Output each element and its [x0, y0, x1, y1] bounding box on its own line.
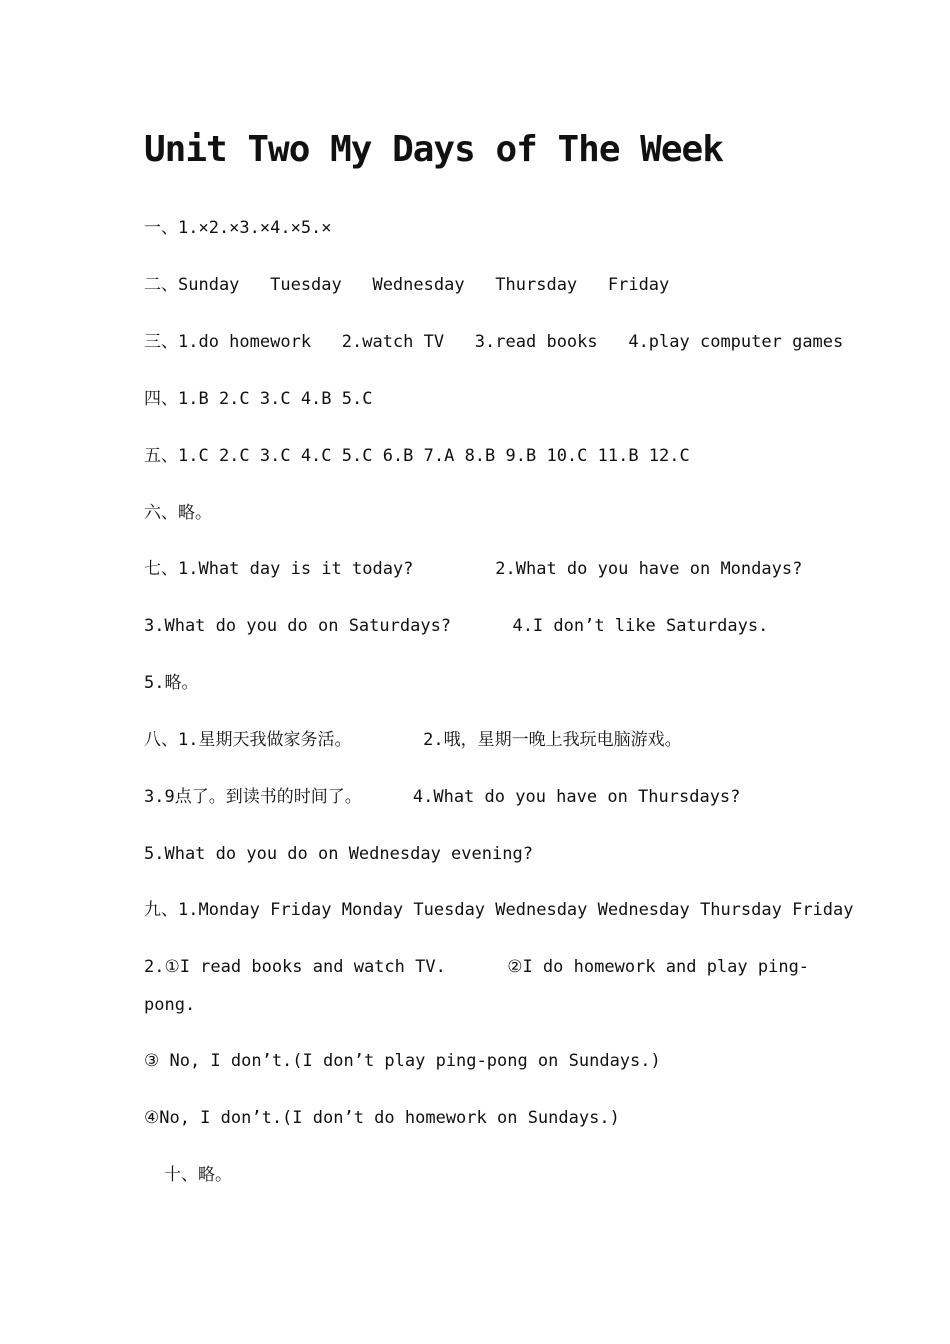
answer-section-7-line-1: 七、1.What day is it today? 2.What do you have on Mondays?: [144, 559, 803, 579]
document-page: [144, 0, 854, 1344]
answer-section-9-line-1: 九、1.Monday Friday Monday Tuesday Wednesday Wednesday Thursday Friday: [144, 900, 854, 920]
answer-section-5: 五、1.C 2.C 3.C 4.C 5.C 6.B 7.A 8.B 9.B 10.C 11.B 12.C: [144, 446, 690, 466]
document-title: Unit Two My Days of The Week: [144, 129, 723, 170]
answer-section-3: 三、1.do homework 2.watch TV 3.read books 4.play computer games: [144, 332, 844, 352]
answer-section-7-line-3: 5.略。: [144, 673, 199, 693]
answer-section-9-line-5: ④No, I don’t.(I don’t do homework on Sundays.): [144, 1108, 620, 1128]
answer-section-8-line-2: 3.9点了。到读书的时间了。 4.What do you have on Thursdays?: [144, 787, 741, 807]
answer-section-8-line-3: 5.What do you do on Wednesday evening?: [144, 844, 533, 864]
answer-section-6: 六、略。: [144, 503, 212, 523]
answer-section-9-line-3: pong.: [144, 995, 196, 1015]
answer-section-9-line-4: ③ No, I don’t.(I don’t play ping-pong on Sundays.): [144, 1051, 661, 1071]
answer-section-4: 四、1.B 2.C 3.C 4.B 5.C: [144, 389, 373, 409]
answer-section-8-line-1: 八、1.星期天我做家务活。 2.哦，星期一晚上我玩电脑游戏。: [144, 730, 682, 750]
answer-section-2: 二、Sunday Tuesday Wednesday Thursday Friday: [144, 275, 670, 295]
answer-section-10: 十、略。: [164, 1165, 232, 1185]
answer-section-9-line-2: 2.①I read books and watch TV. ②I do homework and play ping-: [144, 957, 810, 977]
answer-section-7-line-2: 3.What do you do on Saturdays? 4.I don’t like Saturdays.: [144, 616, 769, 636]
answer-section-1: 一、1.×2.×3.×4.×5.×: [144, 218, 332, 238]
